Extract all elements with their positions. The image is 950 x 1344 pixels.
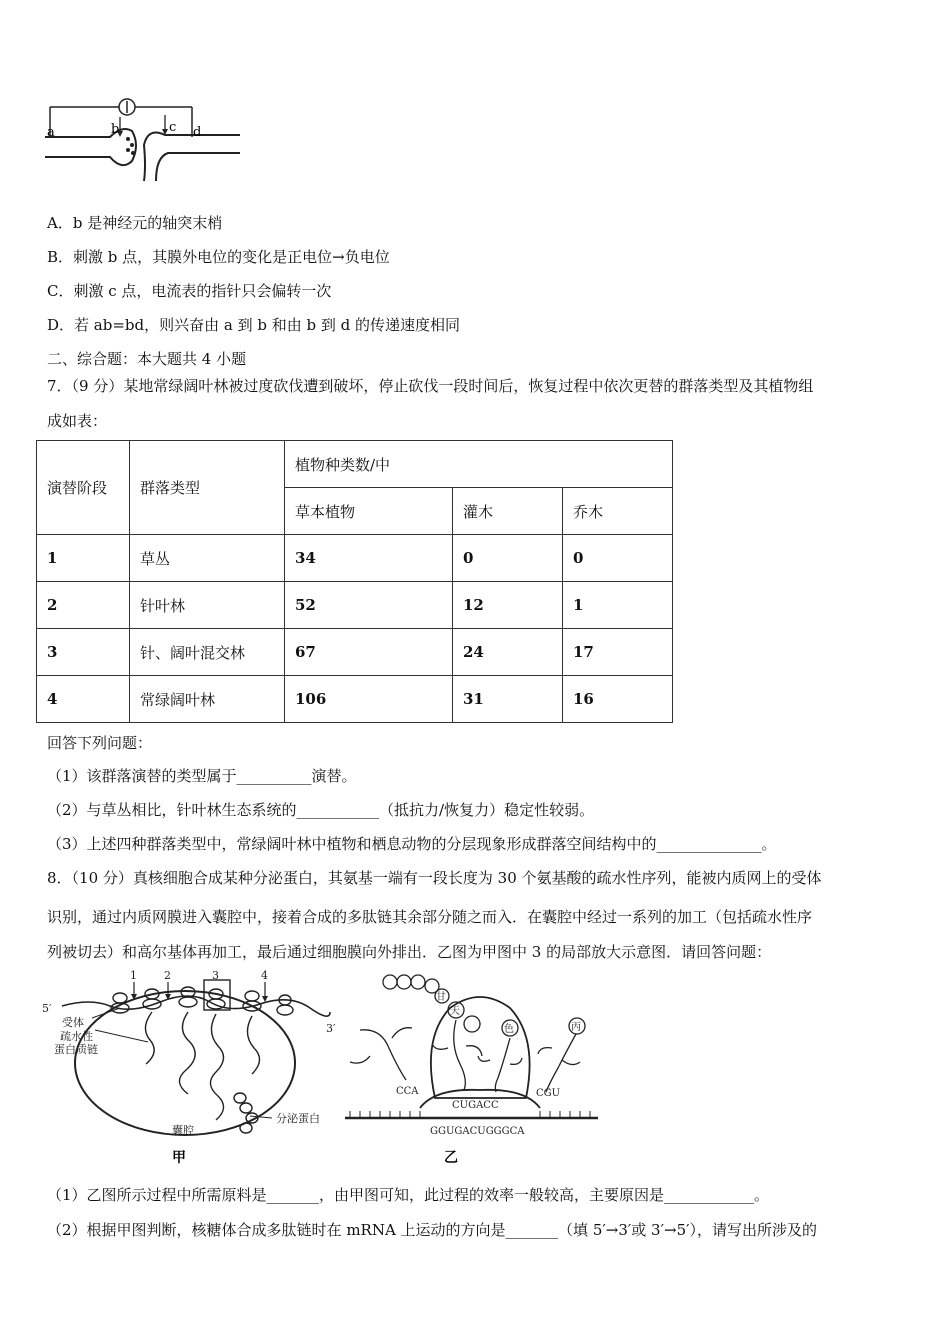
yi-aa-trp: 色 <box>504 1024 514 1035</box>
table-row <box>37 629 673 676</box>
jia-hydrophobic-label-1: 疏水性 <box>60 1030 93 1043</box>
q8-sub1: （1）乙图所示过程中所需原料是_______，由甲图可知，此过程的效率一般较高，主要原因是____________。 <box>47 1186 770 1204</box>
yi-aa-gly: 甘 <box>436 992 446 1003</box>
cell-tree: 1 <box>563 582 673 629</box>
figure-yi-ribosome <box>340 968 605 1168</box>
yi-caption: 乙 <box>444 1150 458 1166</box>
cell-herb: 34 <box>285 535 453 582</box>
q7-sub2: （2）与草丛相比，针叶林生态系统的___________（抵抗力/恢复力）稳定性较弱。 <box>47 801 595 819</box>
cell-stage: 1 <box>37 535 130 582</box>
table-header-stage: 演替阶段 <box>37 441 130 535</box>
jia-lumen-label: 囊腔 <box>172 1124 194 1137</box>
cell-tree: 0 <box>563 535 673 582</box>
cell-herb: 67 <box>285 629 453 676</box>
table-header-tree: 乔木 <box>563 488 673 535</box>
jia-caption: 甲 <box>172 1150 186 1166</box>
cell-type: 常绿阔叶林 <box>130 676 285 723</box>
cell-type: 针、阔叶混交林 <box>130 629 285 676</box>
q8-sub2: （2）根据甲图判断，核糖体合成多肽链时在 mRNA 上运动的方向是_______（填 5′→3′或 3′→5′），请写出所涉及的 <box>47 1221 818 1239</box>
label-b: b <box>111 122 120 137</box>
cell-herb: 106 <box>285 676 453 723</box>
jia-receptor-label: 受体 <box>62 1016 84 1029</box>
jia-three-prime: 3′ <box>326 1022 336 1035</box>
yi-aa-asp: 天 <box>450 1006 460 1017</box>
figure-jia-er-translation <box>40 968 345 1168</box>
q7-answer-intro: 回答下列问题： <box>47 734 153 752</box>
cell-tree: 16 <box>563 676 673 723</box>
q7-stem-line2: 成如表： <box>47 412 108 430</box>
jia-num-2: 2 <box>164 969 171 982</box>
table-row <box>37 676 673 723</box>
jia-num-3: 3 <box>212 969 219 982</box>
cell-shrub: 0 <box>453 535 563 582</box>
option-b: B．刺激 b 点，其膜外电位的变化是正电位→负电位 <box>47 248 390 266</box>
table-row <box>37 535 673 582</box>
jia-five-prime: 5′ <box>42 1002 52 1015</box>
q7-stem-line1: 7．（9 分）某地常绿阔叶林被过度砍伐遭到破坏，停止砍伐一段时间后，恢复过程中依次更替的群落类型及其植物组 <box>47 377 814 395</box>
cell-herb: 52 <box>285 582 453 629</box>
option-d: D．若 ab=bd，则兴奋由 a 到 b 和由 b 到 d 的传递速度相同 <box>47 316 461 334</box>
jia-hydrophobic-label-2: 蛋白质链 <box>54 1043 98 1056</box>
label-c: c <box>169 120 177 135</box>
yi-mrna-sequence: GGUGACUGGGCA <box>430 1126 525 1137</box>
cell-type: 草丛 <box>130 535 285 582</box>
option-c: C．刺激 c 点，电流表的指针只会偏转一次 <box>47 282 332 300</box>
table-row <box>37 582 673 629</box>
yi-anticodon-cugacc: CUGACC <box>452 1100 499 1111</box>
yi-aa-ala: 丙 <box>571 1022 581 1033</box>
succession-table <box>36 440 673 723</box>
q8-stem-line3: 列被切去）和高尔基体再加工，最后通过细胞膜向外排出．乙图为甲图中 3 的局部放大示意图．请回答问题： <box>47 943 772 961</box>
yi-anticodon-cca: CCA <box>396 1086 419 1097</box>
nerve-synapse-figure <box>40 95 245 185</box>
label-d: d <box>193 125 202 140</box>
table-header-herb: 草本植物 <box>285 488 453 535</box>
q7-sub3: （3）上述四种群落类型中，常绿阔叶林中植物和栖息动物的分层现象形成群落空间结构中的______________。 <box>47 835 777 853</box>
jia-secretory-label: 分泌蛋白 <box>276 1112 320 1125</box>
jia-num-1: 1 <box>130 969 137 982</box>
cell-type: 针叶林 <box>130 582 285 629</box>
cell-stage: 4 <box>37 676 130 723</box>
label-a: a <box>47 125 55 140</box>
table-header-type: 群落类型 <box>130 441 285 535</box>
section-title: 二、综合题：本大题共 4 小题 <box>47 350 247 368</box>
cell-stage: 3 <box>37 629 130 676</box>
cell-shrub: 12 <box>453 582 563 629</box>
cell-shrub: 31 <box>453 676 563 723</box>
yi-anticodon-cgu: CGU <box>536 1088 561 1099</box>
table-header-species: 植物种类数/中 <box>285 441 673 488</box>
jia-num-4: 4 <box>261 969 268 982</box>
table-header-shrub: 灌木 <box>453 488 563 535</box>
q8-stem-line2: 识别，通过内质网膜进入囊腔中，接着合成的多肽链其余部分随之而入．在囊腔中经过一系列的加工（包括疏水性序 <box>47 908 813 926</box>
q7-sub1: （1）该群落演替的类型属于__________演替。 <box>47 767 357 785</box>
cell-tree: 17 <box>563 629 673 676</box>
cell-shrub: 24 <box>453 629 563 676</box>
q8-stem-line1: 8．（10 分）真核细胞合成某种分泌蛋白，其氨基一端有一段长度为 30 个氨基酸的疏水性序列，能被内质网上的受体 <box>47 869 822 887</box>
option-a: A．b 是神经元的轴突末梢 <box>47 214 223 232</box>
cell-stage: 2 <box>37 582 130 629</box>
